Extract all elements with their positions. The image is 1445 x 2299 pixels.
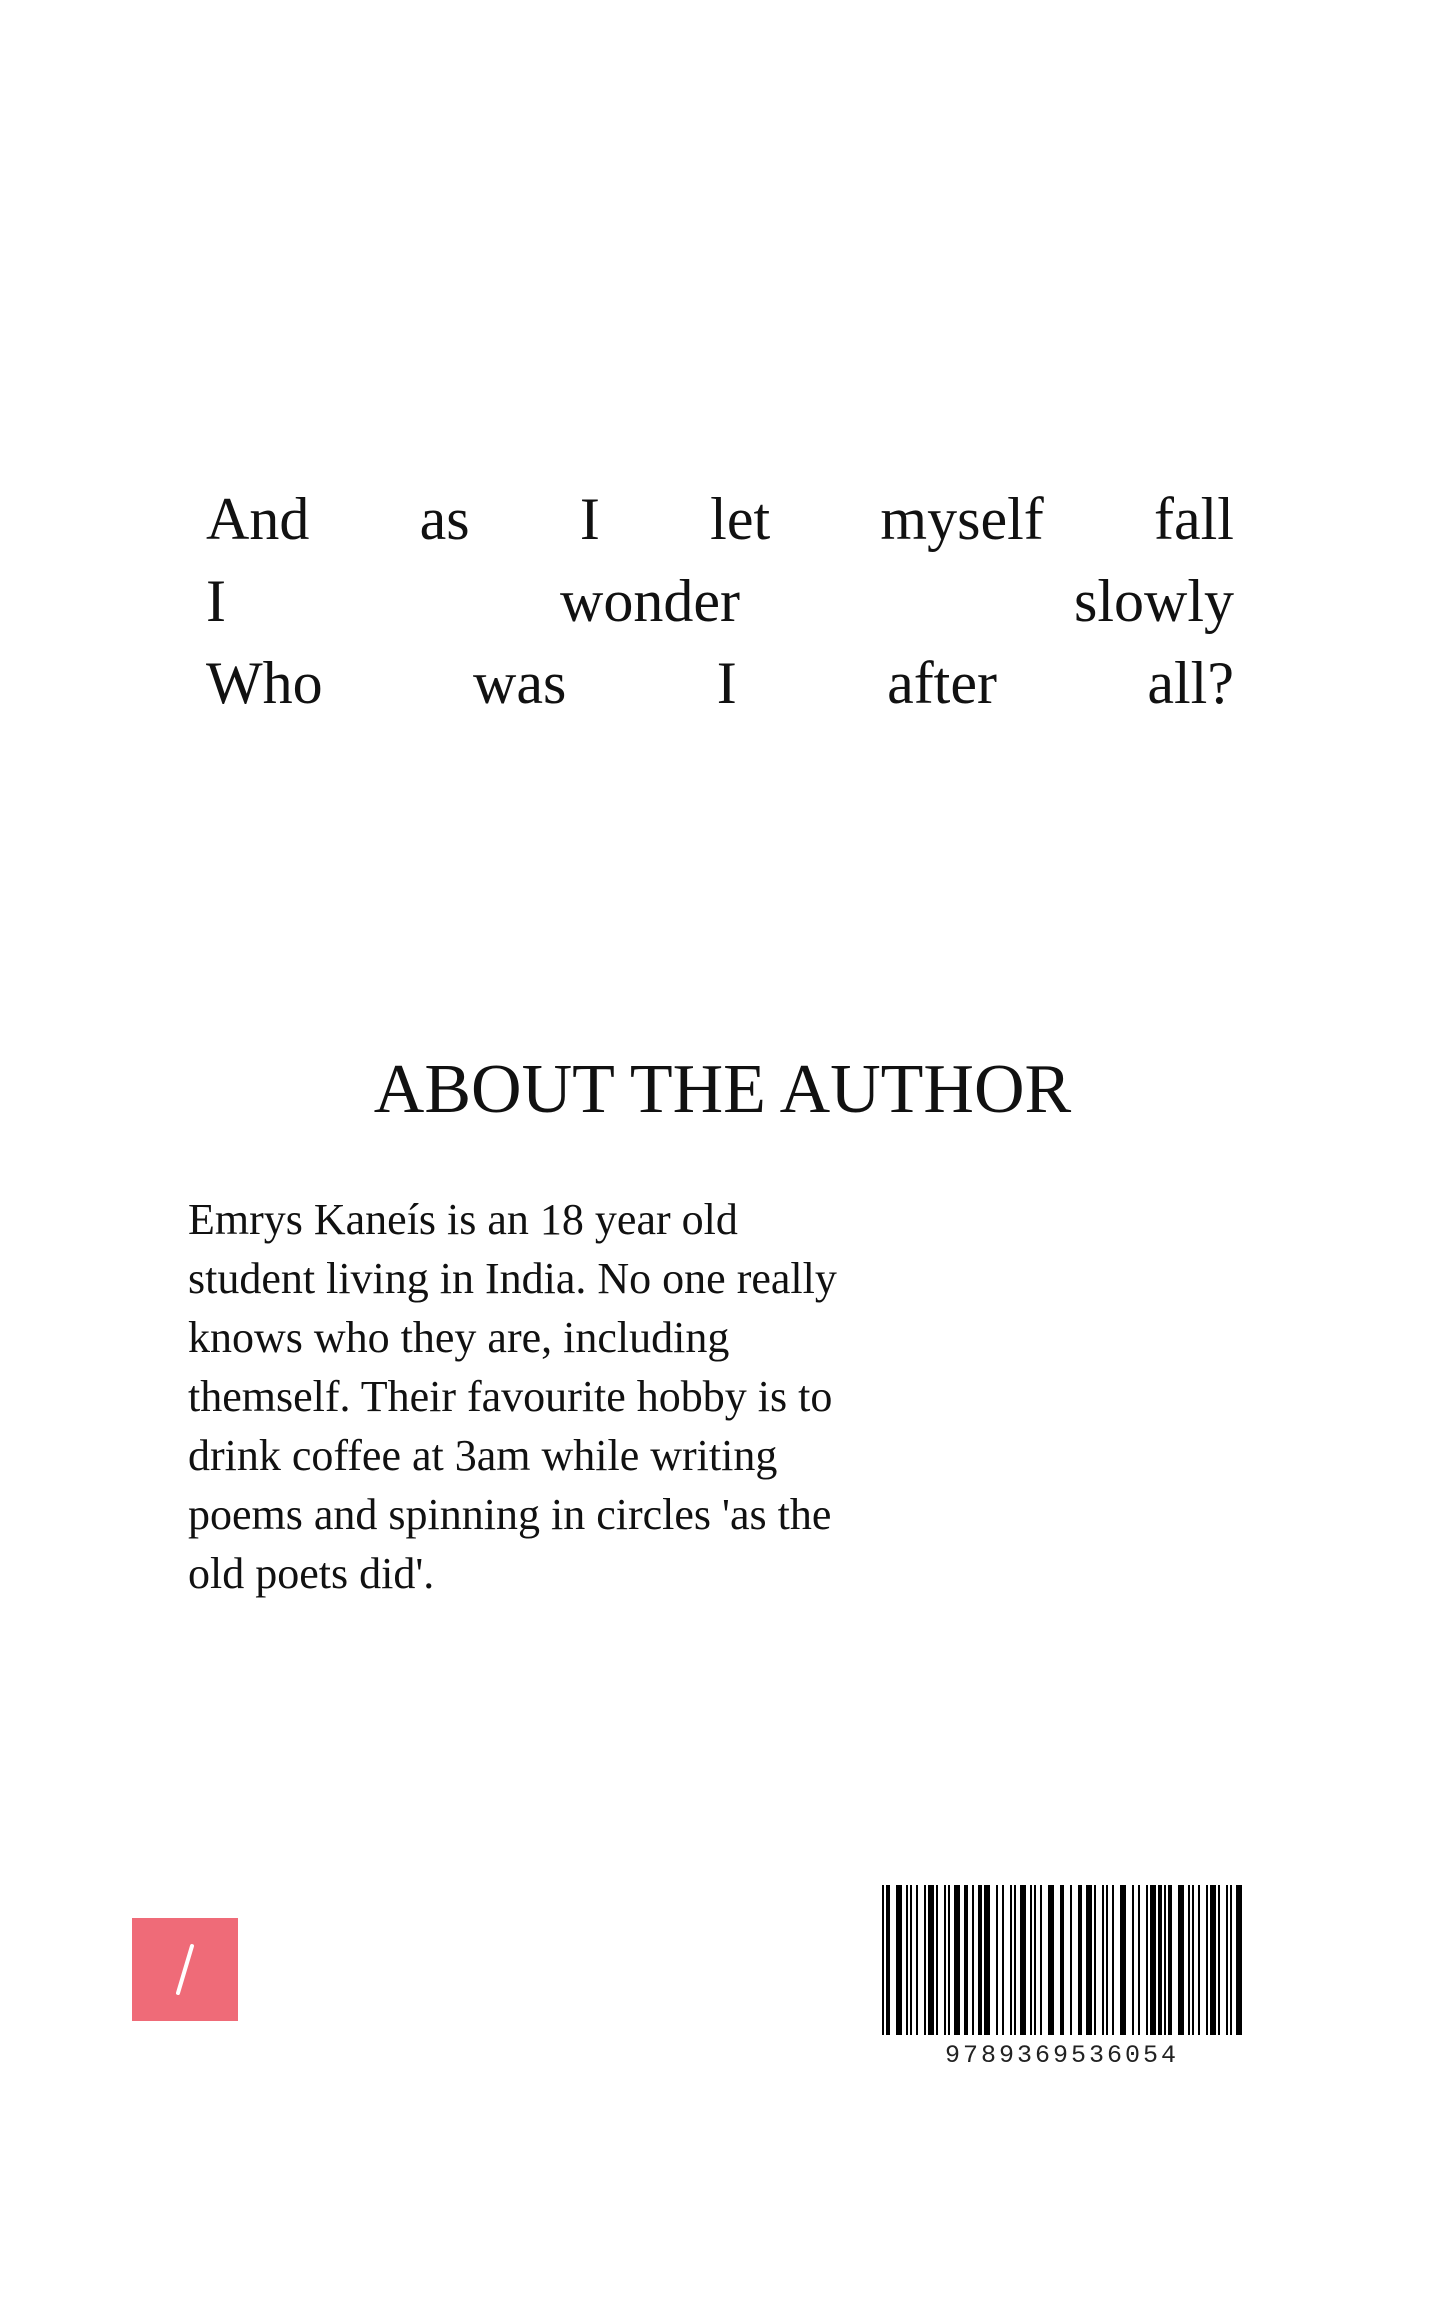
poem-word: let	[710, 486, 771, 552]
barcode-bar	[978, 1885, 982, 2035]
bio-line: student living in India. No one really	[188, 1254, 837, 1303]
isbn-number: 9789369536054	[944, 2041, 1180, 2070]
barcode-bar	[1178, 1885, 1184, 2035]
barcode-bar	[1086, 1885, 1092, 2035]
poem-word: I	[579, 486, 600, 552]
barcode-bar	[1164, 1885, 1166, 2035]
barcode-bar	[1138, 1885, 1140, 2035]
publisher-logo	[132, 1918, 238, 2021]
barcode-bar	[1102, 1885, 1104, 2035]
barcode-bar	[948, 1885, 950, 2035]
barcode-bar	[1230, 1885, 1232, 2035]
poem-word: after	[887, 650, 997, 716]
barcode-bar	[1146, 1885, 1148, 2035]
barcode-bar	[1070, 1885, 1072, 2035]
bio-line: Emrys Kaneís is an 18 year old	[188, 1195, 738, 1244]
barcode-bar	[906, 1885, 908, 2035]
barcode-bar	[1060, 1885, 1064, 2035]
poem-word: all?	[1147, 650, 1234, 716]
bio-line: poems and spinning in circles 'as the	[188, 1490, 832, 1539]
barcode-bar	[924, 1885, 926, 2035]
barcode-bar	[1014, 1885, 1016, 2035]
barcode-bar	[910, 1885, 912, 2035]
barcode-bar	[886, 1885, 890, 2035]
barcode-bar	[1188, 1885, 1190, 2035]
back-cover-poem	[206, 478, 1234, 724]
barcode-bar	[1048, 1885, 1054, 2035]
barcode-bar	[896, 1885, 902, 2035]
poem-word: myself	[880, 486, 1044, 552]
isbn-barcode	[878, 1885, 1246, 2070]
bio-line: knows who they are, including	[188, 1313, 730, 1362]
poem-word: was	[473, 650, 567, 716]
barcode-bar	[1034, 1885, 1036, 2035]
barcode-bar	[1020, 1885, 1026, 2035]
barcode-bar	[1132, 1885, 1134, 2035]
barcode-bar	[1120, 1885, 1126, 2035]
barcode-bar	[954, 1885, 960, 2035]
poem-line	[206, 642, 1234, 724]
barcode-bar	[1198, 1885, 1200, 2035]
barcode-bar	[984, 1885, 990, 2035]
barcode-bar	[996, 1885, 998, 2035]
author-bio	[188, 1190, 888, 1603]
barcode-bar	[1112, 1885, 1114, 2035]
barcode-bar	[1150, 1885, 1156, 2035]
barcode-bar	[964, 1885, 968, 2035]
poem-word: I	[206, 568, 226, 634]
poem-word: wonder	[560, 568, 740, 634]
barcode-bar	[1078, 1885, 1082, 2035]
bio-line: old poets did'.	[188, 1549, 435, 1598]
poem-line	[206, 560, 1234, 642]
barcode-bar	[1236, 1885, 1242, 2035]
about-author-heading: ABOUT THE AUTHOR	[373, 1051, 1072, 1128]
barcode-bar	[936, 1885, 938, 2035]
poem-word: And	[206, 486, 310, 552]
poem-word: fall	[1154, 486, 1234, 552]
barcode-bar	[1040, 1885, 1042, 2035]
barcode-bar	[1206, 1885, 1208, 2035]
barcode-bar	[1168, 1885, 1172, 2035]
barcode-bar	[916, 1885, 918, 2035]
barcode-bars	[878, 1885, 1246, 2035]
barcode-bar	[1106, 1885, 1108, 2035]
poem-word: slowly	[1073, 568, 1234, 634]
poem-word: Who	[206, 650, 323, 716]
barcode-bar	[1218, 1885, 1220, 2035]
bio-line: themself. Their favourite hobby is to	[188, 1372, 833, 1421]
barcode-bar	[882, 1885, 884, 2035]
barcode-bar	[1158, 1885, 1162, 2035]
barcode-bar	[928, 1885, 934, 2035]
barcode-bar	[1192, 1885, 1194, 2035]
barcode-bar	[1094, 1885, 1096, 2035]
poem-word: as	[419, 486, 470, 552]
barcode-bar	[1030, 1885, 1032, 2035]
barcode-bar	[1002, 1885, 1004, 2035]
barcode-bar	[1226, 1885, 1228, 2035]
barcode-bar	[1010, 1885, 1012, 2035]
barcode-bar	[944, 1885, 946, 2035]
poem-word: I	[716, 650, 737, 716]
poem-line	[206, 478, 1234, 560]
barcode-bar	[972, 1885, 974, 2035]
barcode-bar	[1210, 1885, 1216, 2035]
bio-line: drink coffee at 3am while writing	[188, 1431, 778, 1480]
slash-icon	[132, 1918, 238, 2021]
